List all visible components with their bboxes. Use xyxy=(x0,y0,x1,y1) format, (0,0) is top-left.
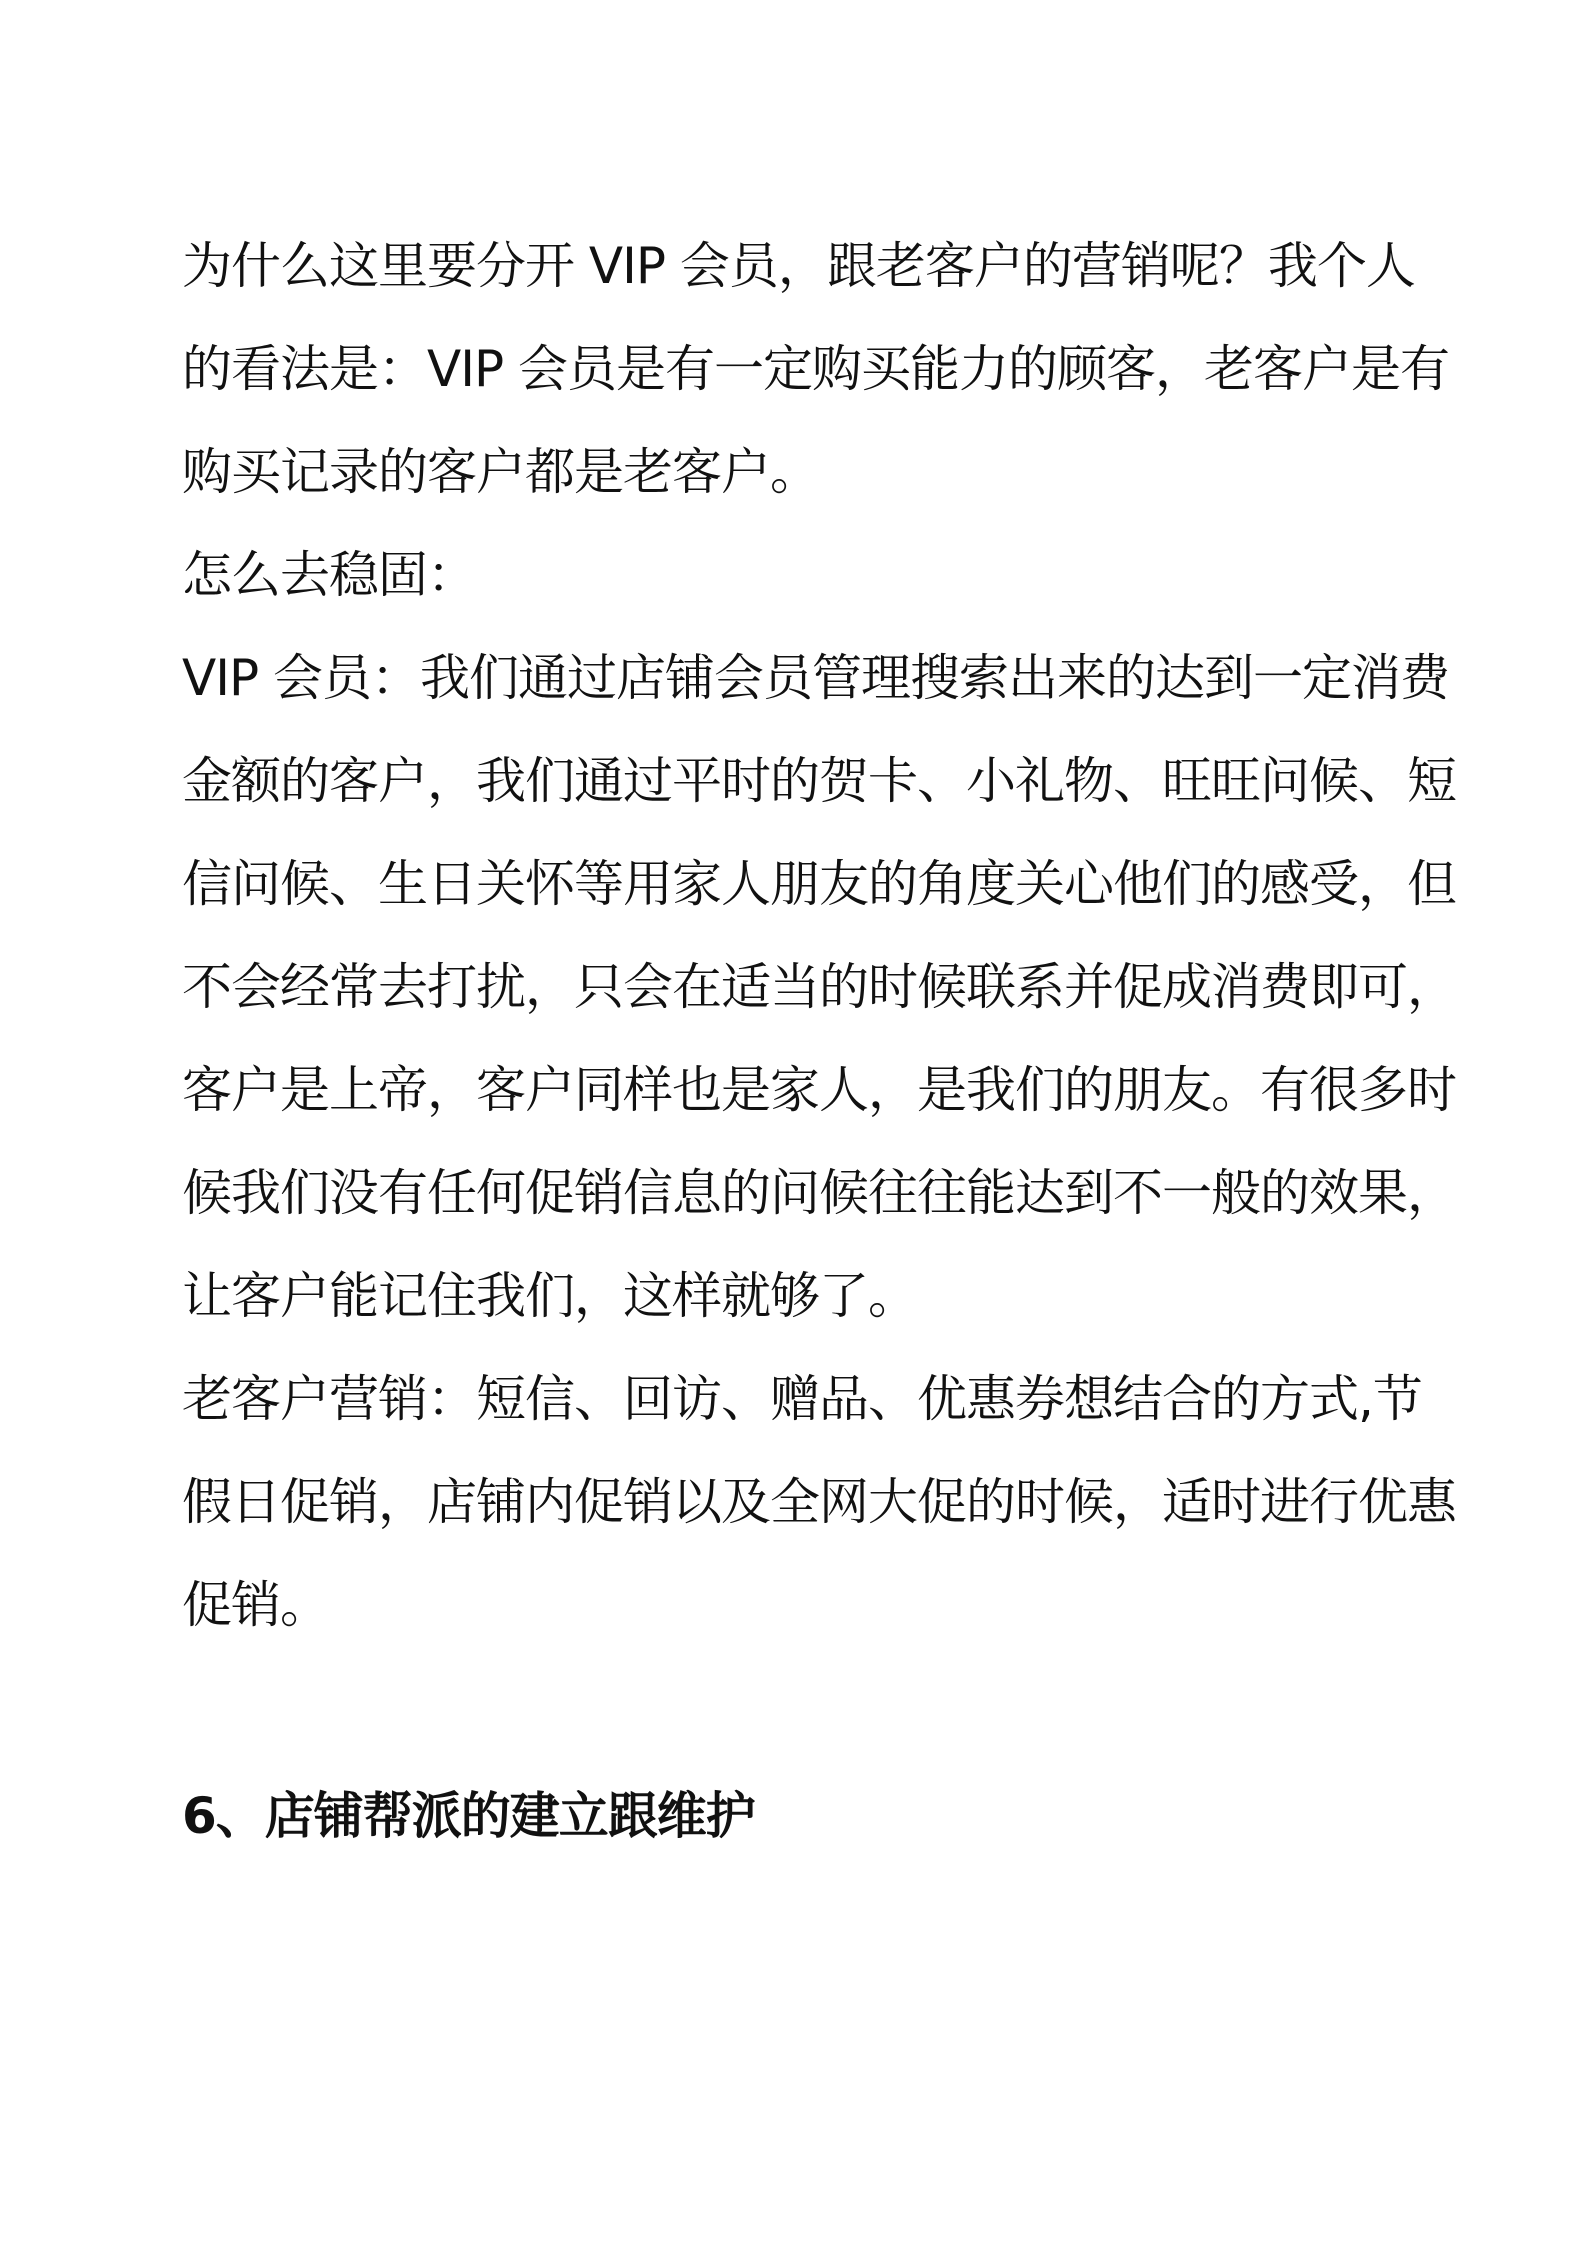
text-line: 促销。 xyxy=(182,1576,329,1634)
text-line: 让客户能记住我们，这样就够了。 xyxy=(182,1267,917,1325)
body-text xyxy=(182,215,1456,1657)
text-line: 的看法是：VIP 会员是有一定购买能力的顾客，老客户是有 xyxy=(182,340,1449,398)
text-line: VIP 会员：我们通过店铺会员管理搜索出来的达到一定消费 xyxy=(182,649,1449,707)
text-line: 怎么去稳固： xyxy=(182,546,476,604)
section-heading: 6、店铺帮派的建立跟维护 xyxy=(182,1787,755,1845)
text-line: 不会经常去打扰，只会在适当的时候联系并促成消费即可， xyxy=(182,958,1456,1016)
text-line: 金额的客户，我们通过平时的贺卡、小礼物、旺旺问候、短 xyxy=(182,752,1456,810)
text-line: 老客户营销：短信、回访、赠品、优惠券想结合的方式,节 xyxy=(182,1370,1422,1428)
text-line: 候我们没有任何促销信息的问候往往能达到不一般的效果， xyxy=(182,1164,1456,1222)
text-line: 购买记录的客户都是老客户。 xyxy=(182,443,819,501)
text-line: 假日促销，店铺内促销以及全网大促的时候，适时进行优惠 xyxy=(182,1473,1456,1531)
text-line: 客户是上帝，客户同样也是家人，是我们的朋友。有很多时 xyxy=(182,1061,1456,1119)
text-line: 信问候、生日关怀等用家人朋友的角度关心他们的感受，但 xyxy=(182,855,1456,913)
text-line: 为什么这里要分开 VIP 会员，跟老客户的营销呢？我个人 xyxy=(182,237,1415,295)
